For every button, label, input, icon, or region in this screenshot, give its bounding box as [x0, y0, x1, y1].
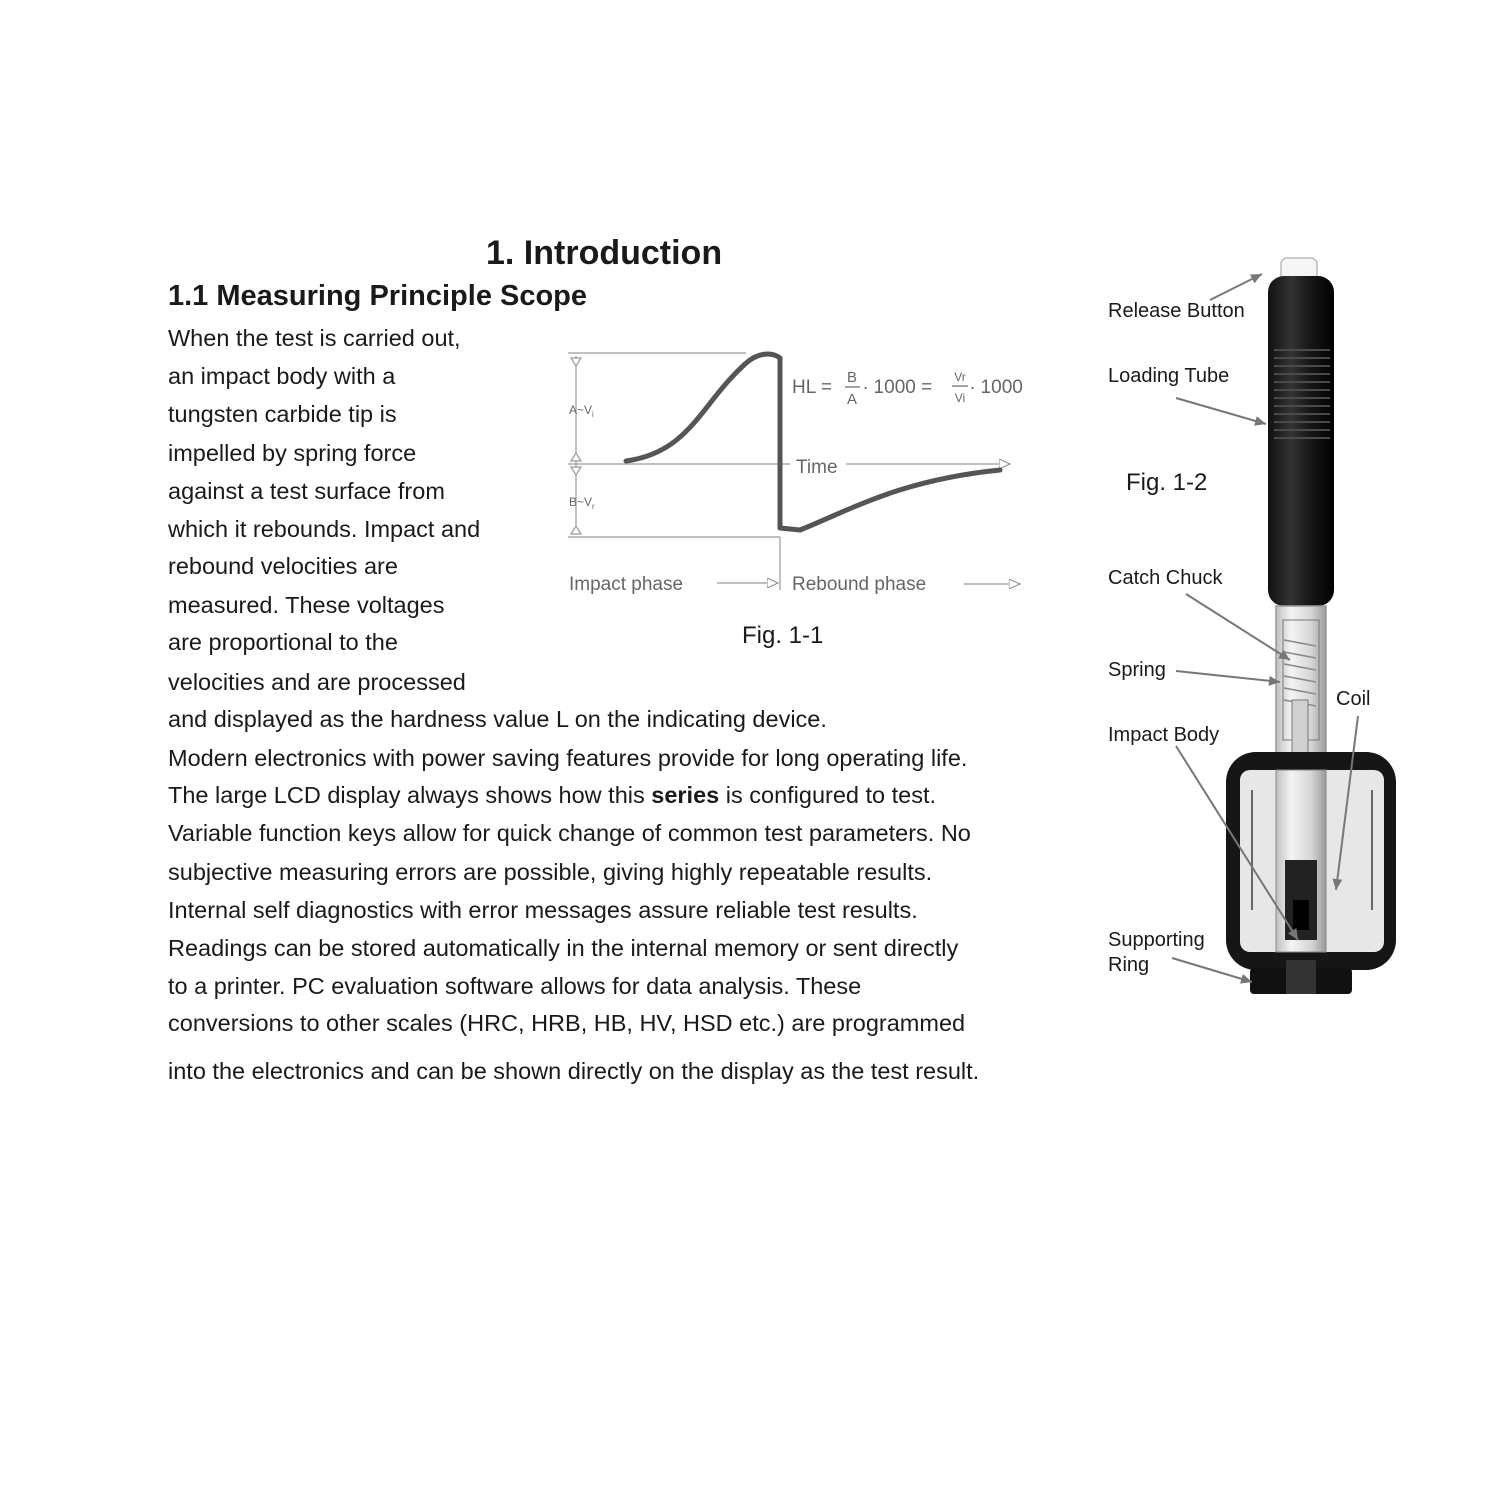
- supporting-ring-label: Supporting: [1108, 929, 1205, 951]
- loading-tube-pointer: [1176, 398, 1266, 424]
- body-line: impelled by spring force: [168, 440, 417, 466]
- a-vi-label: $A\sim V_i$: [569, 403, 594, 419]
- body-line: and displayed as the hardness value L on the indicating device.: [168, 706, 827, 732]
- body-line: Modern electronics with power saving features provide for long operating life.: [168, 745, 968, 771]
- body-line: an impact body with a: [168, 363, 396, 389]
- body-line: are proportional to the: [168, 629, 398, 655]
- coil-label: Coil: [1336, 688, 1371, 710]
- impact-phase-label: Impact phase: [569, 574, 684, 595]
- impact-tip: [1286, 960, 1316, 994]
- svg-text:B: B: [846, 369, 858, 386]
- catch-chuck-label: Catch Chuck: [1108, 567, 1223, 589]
- body-line: subjective measuring errors are possible, giving highly repeatable results.: [168, 859, 933, 885]
- body-line-start: The large LCD display always shows how this: [168, 782, 652, 808]
- release-button-label: Release Button: [1108, 300, 1245, 322]
- spring-pointer: [1176, 671, 1280, 682]
- b-vr-label: $B\sim V_r$: [569, 495, 595, 511]
- body-line: rebound velocities are: [168, 553, 398, 579]
- loading-tube: [1268, 276, 1334, 606]
- body-line: When the test is carried out,: [168, 325, 461, 351]
- body-line: Readings can be stored automatically in the internal memory or sent directly: [168, 935, 959, 961]
- chapter-title: 1. Introduction: [486, 234, 723, 272]
- body-line: Variable function keys allow for quick change of common test parameters. No: [168, 820, 971, 846]
- release-button-pointer: [1210, 274, 1262, 300]
- spring-label: Spring: [1108, 659, 1166, 681]
- bold-word: series: [651, 782, 720, 808]
- svg-text:Vr: Vr: [954, 370, 966, 384]
- catch-chuck-pointer: [1186, 594, 1290, 660]
- svg-text:Vi: Vi: [954, 391, 966, 405]
- body-line: velocities and are processed: [168, 669, 466, 695]
- body-line: into the electronics and can be shown directly on the display as the test result.: [168, 1058, 980, 1084]
- fig2-caption: Fig. 1-2: [1126, 469, 1208, 496]
- body-line-end: is configured to test.: [719, 782, 937, 808]
- svg-text:∙ 1000: ∙ 1000: [970, 377, 1023, 398]
- supporting-ring-label-2: Ring: [1108, 954, 1150, 976]
- svg-text:HL =: HL =: [792, 377, 832, 398]
- body-line: against a test surface from: [168, 478, 445, 504]
- body-line: conversions to other scales (HRC, HRB, HB, HV, HSD etc.) are programmed: [168, 1010, 966, 1036]
- time-label: Time: [796, 457, 838, 478]
- body-line: to a printer. PC evaluation software allows for data analysis. These: [168, 973, 862, 999]
- svg-text:A: A: [846, 391, 858, 408]
- body-line: [168, 781, 936, 809]
- hl-formula: [792, 369, 1023, 408]
- body-line: measured. These voltages: [168, 592, 445, 618]
- loading-tube-label: Loading Tube: [1108, 365, 1230, 387]
- signal-diagram: [560, 340, 1050, 610]
- body-line: Internal self diagnostics with error messages assure reliable test results.: [168, 897, 918, 923]
- body-line: tungsten carbide tip is: [168, 401, 397, 427]
- section-title: 1.1 Measuring Principle Scope: [168, 280, 588, 312]
- impact-body-label: Impact Body: [1108, 724, 1220, 746]
- body-line: which it rebounds. Impact and: [168, 516, 481, 542]
- fig1-caption: Fig. 1-1: [742, 622, 824, 649]
- impact-device-diagram: [1100, 250, 1430, 1010]
- rebound-phase-label: Rebound phase: [792, 574, 927, 595]
- svg-text:∙ 1000 =: ∙ 1000 =: [863, 377, 933, 398]
- coil-housing: [1226, 752, 1396, 970]
